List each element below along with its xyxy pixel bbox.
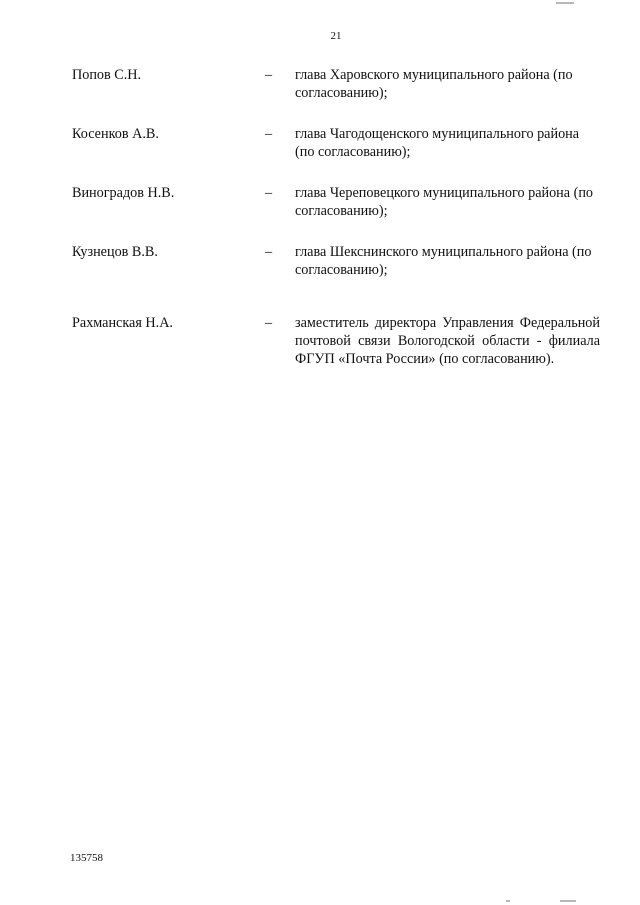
entry-dash: –: [265, 244, 273, 260]
entry-name: Рахманская Н.А.: [72, 315, 173, 331]
entry-position: глава Череповецкого муниципального района (по согласованию);: [295, 185, 594, 219]
bottom-scan-mark: [506, 900, 510, 902]
entry-vinogradov: [72, 184, 600, 220]
entry-popov: [72, 66, 600, 102]
entry-name: Кузнецов В.В.: [72, 244, 158, 260]
entry-dash: –: [265, 67, 273, 83]
entry-position: глава Чагодощенского муниципального района (по согласованию);: [295, 126, 580, 160]
bottom-right-scan-mark: [560, 900, 576, 902]
top-right-scan-mark: [556, 2, 574, 4]
entry-name: Виноградов Н.В.: [72, 185, 175, 201]
page-number: 21: [330, 30, 342, 42]
entry-position: глава Шекснинского муниципального района (по согласованию);: [295, 244, 592, 278]
document-number: 135758: [70, 852, 103, 864]
entry-name: Косенков А.В.: [72, 126, 159, 142]
entry-kuznetsov: [72, 243, 600, 279]
entry-dash: –: [265, 126, 273, 142]
entry-dash: –: [265, 315, 273, 331]
entry-position: глава Харовского муниципального района (по согласованию);: [295, 67, 573, 101]
entry-name: Попов С.Н.: [72, 67, 142, 83]
entry-dash: –: [265, 185, 273, 201]
entry-kosenkov: [72, 125, 600, 161]
entry-rakhmanskaya: [72, 314, 600, 368]
entry-position: заместитель директора Управления Федеральной почтовой связи Вологодской области - филиала ФГУП «Почта России» (по согласованию).: [295, 315, 600, 367]
